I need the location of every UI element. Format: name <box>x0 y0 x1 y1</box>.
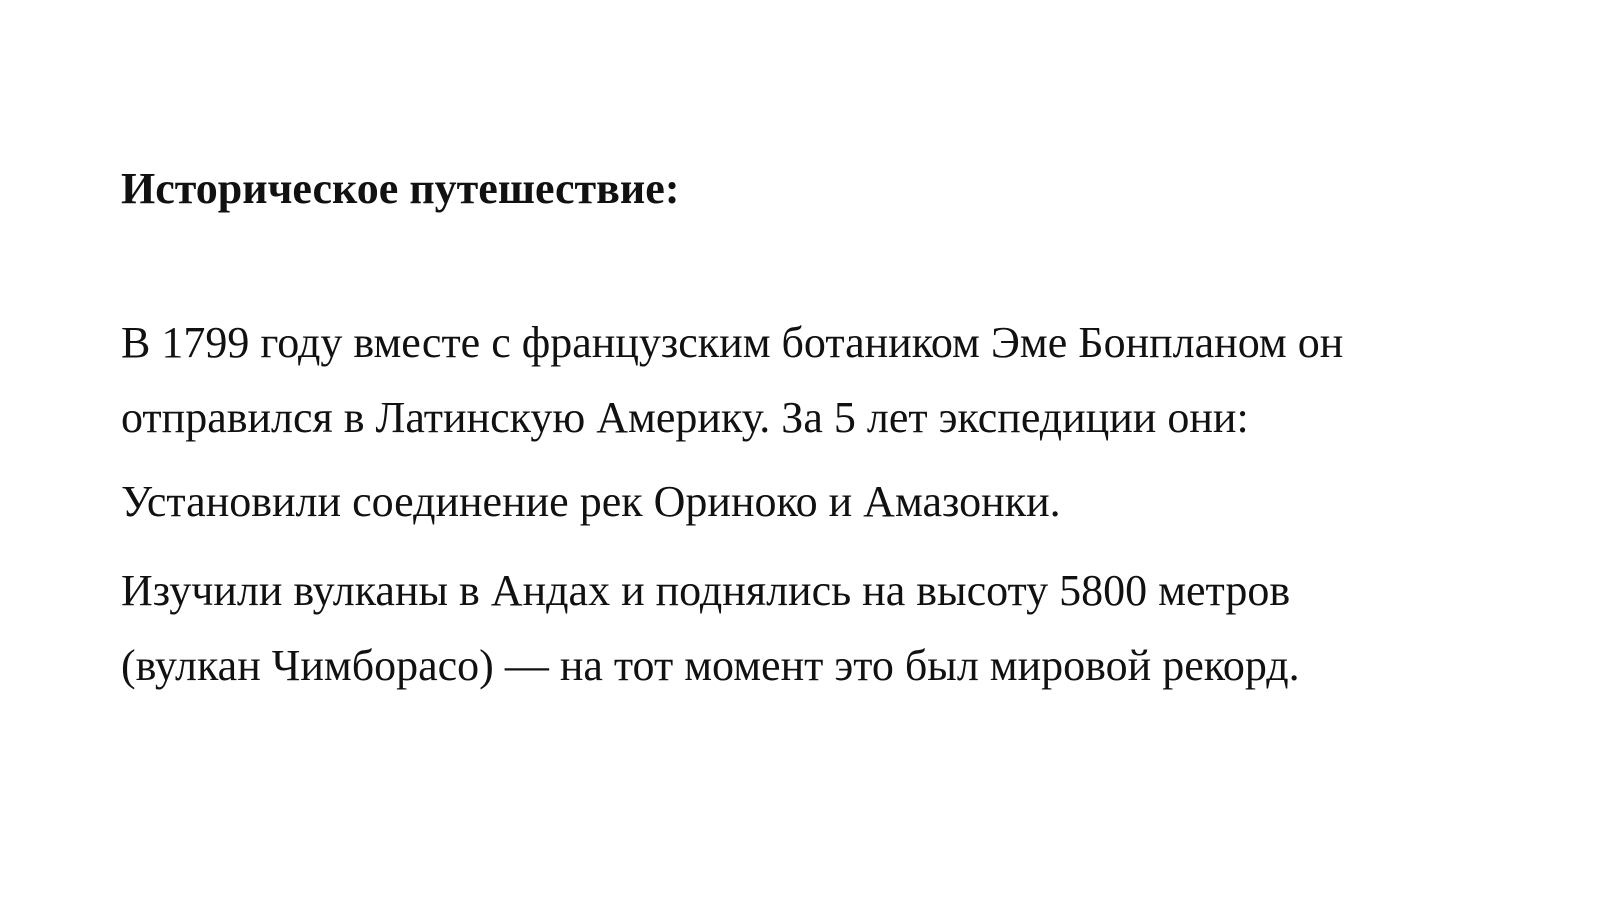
paragraph-line: отправился в Латинскую Америку. За 5 лет экспедиции они: <box>121 393 1249 442</box>
paragraph-expedition-intro <box>121 305 1343 455</box>
paragraph-rivers <box>121 464 1061 539</box>
paragraph-line: В 1799 году вместе с французским ботаником Эме Бонпланом он <box>121 318 1344 367</box>
paragraph-line: Изучили вулканы в Андах и поднялись на высоту 5800 метров <box>121 566 1291 615</box>
paragraph-line: (вулкан Чимборасо) — на тот момент это был мировой рекорд. <box>121 641 1300 690</box>
paragraph-line: Установили соединение рек Ориноко и Амазонки. <box>121 477 1061 526</box>
paragraph-volcanoes <box>121 553 1300 703</box>
slide-title: Историческое путешествие: <box>121 164 680 213</box>
